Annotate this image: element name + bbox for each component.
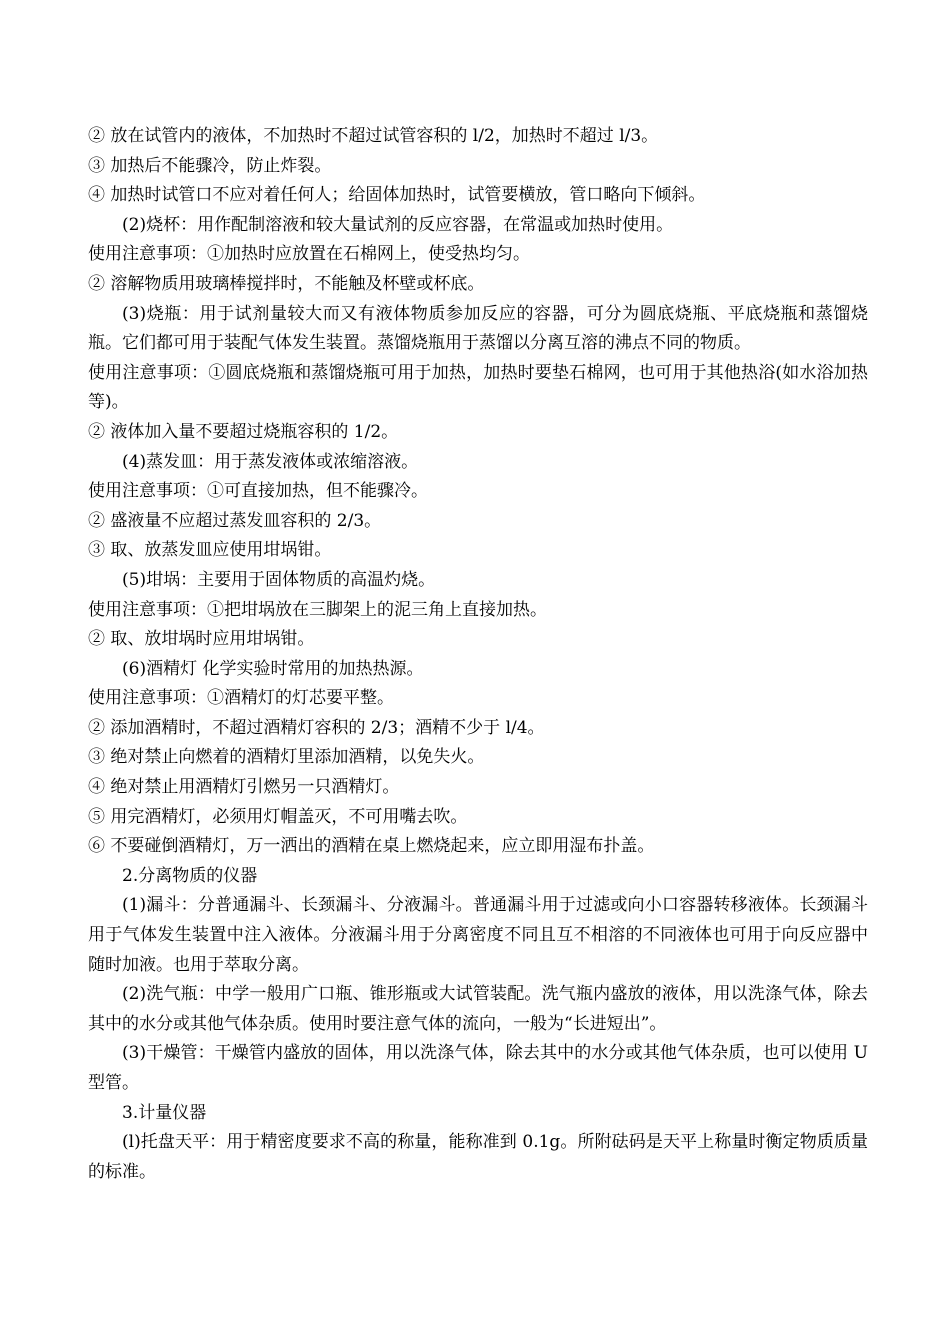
paragraph: 3.计量仪器 bbox=[122, 1102, 207, 1123]
paragraph: ③ 加热后不能骤冷，防止炸裂。 bbox=[88, 155, 332, 176]
paragraph: ② 取、放坩埚时应用坩埚钳。 bbox=[88, 629, 315, 650]
paragraph: ③ 取、放蒸发皿应使用坩埚钳。 bbox=[88, 540, 332, 561]
paragraph: ② 放在试管内的液体，不加热时不超过试管容积的 l/2，加热时不超过 l/3。 bbox=[88, 126, 659, 146]
paragraph: (4)蒸发皿：用于蒸发液体或浓缩溶液。 bbox=[122, 451, 419, 472]
paragraph: (l)托盘天平：用于精密度要求不高的称量，能称准到 0.1g。所附砝码是天平上称量时衡定物质质量的标准。 bbox=[88, 1132, 868, 1182]
paragraph: ⑤ 用完酒精灯，必须用灯帽盖灭，不可用嘴去吹。 bbox=[88, 806, 468, 827]
paragraph: ③ 绝对禁止向燃着的酒精灯里添加酒精，以免失火。 bbox=[88, 747, 485, 768]
paragraph: (2)烧杯：用作配制溶液和较大量试剂的反应容器，在常温或加热时使用。 bbox=[122, 214, 674, 235]
paragraph: 2.分离物质的仪器 bbox=[122, 865, 258, 886]
paragraph: ② 盛液量不应超过蒸发皿容积的 2/3。 bbox=[88, 510, 382, 531]
paragraph: 使用注意事项：①可直接加热，但不能骤冷。 bbox=[88, 481, 428, 502]
paragraph: (3)烧瓶：用于试剂量较大而又有液体物质参加反应的容器，可分为圆底烧瓶、平底烧瓶和蒸馏烧瓶。它们都可用于装配气体发生装置。蒸馏烧瓶用于蒸馏以分离互溶的沸点不同的物质。 bbox=[88, 303, 868, 354]
paragraph: (2)洗气瓶：中学一般用广口瓶、锥形瓶或大试管装配。洗气瓶内盛放的液体，用以洗涤气体，除去其中的水分或其他气体杂质。使用时要注意气体的流向，一般为“长进短出”。 bbox=[88, 984, 868, 1034]
paragraph: (3)干燥管：干燥管内盛放的固体，用以洗涤气体，除去其中的水分或其他气体杂质，也可以使用 U 型管。 bbox=[88, 1043, 868, 1093]
document-body bbox=[88, 122, 868, 1187]
paragraph: ② 溶解物质用玻璃棒搅拌时，不能触及杯壁或杯底。 bbox=[88, 273, 485, 294]
paragraph: ② 液体加入量不要超过烧瓶容积的 1/2。 bbox=[88, 421, 399, 442]
paragraph: (1)漏斗：分普通漏斗、长颈漏斗、分液漏斗。普通漏斗用于过滤或向小口容器转移液体。长颈漏斗用于气体发生装置中注入液体。分液漏斗用于分离密度不同且互不相溶的不同液体也可用于向反应器中随时加液。也用于萃取分离。 bbox=[88, 895, 868, 975]
paragraph: ⑥ 不要碰倒酒精灯，万一洒出的酒精在桌上燃烧起来，应立即用湿布扑盖。 bbox=[88, 836, 655, 857]
paragraph: ④ 加热时试管口不应对着任何人；给固体加热时，试管要横放，管口略向下倾斜。 bbox=[88, 185, 706, 206]
paragraph: ② 添加酒精时，不超过酒精灯容积的 2/3；酒精不少于 l/4。 bbox=[88, 717, 545, 738]
paragraph: (5)坩埚：主要用于固体物质的高温灼烧。 bbox=[122, 569, 436, 590]
paragraph: 使用注意事项：①加热时应放置在石棉网上，使受热均匀。 bbox=[88, 244, 530, 265]
paragraph: (6)酒精灯 化学实验时常用的加热热源。 bbox=[122, 658, 424, 679]
paragraph: 使用注意事项：①圆底烧瓶和蒸馏烧瓶可用于加热，加热时要垫石棉网，也可用于其他热浴(如水浴加热等)。 bbox=[88, 362, 868, 413]
paragraph: 使用注意事项：①把坩埚放在三脚架上的泥三角上直接加热。 bbox=[88, 599, 547, 620]
paragraph: ④ 绝对禁止用酒精灯引燃另一只酒精灯。 bbox=[88, 777, 400, 798]
paragraph: 使用注意事项：①酒精灯的灯芯要平整。 bbox=[88, 688, 394, 709]
